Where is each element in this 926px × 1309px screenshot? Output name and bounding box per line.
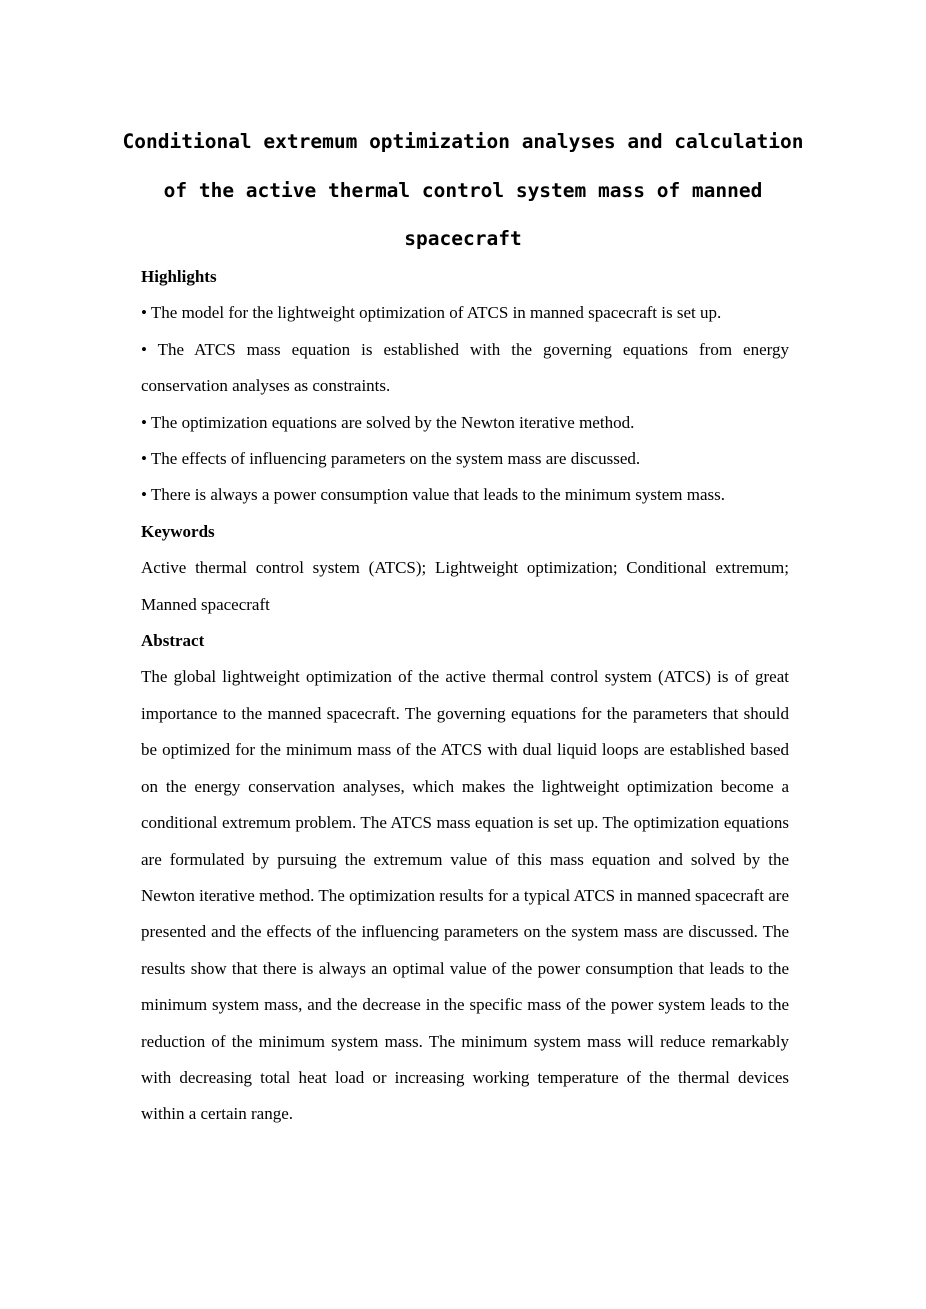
document-body	[141, 259, 789, 1133]
highlight-item: • The effects of influencing parameters on the system mass are discussed.	[141, 449, 641, 469]
abstract-heading: Abstract	[141, 631, 205, 651]
paper-title: Conditional extremum optimization analyses and calculation of the active thermal control system mass of manned spacecraft	[122, 130, 804, 250]
abstract-text: The global lightweight optimization of the active thermal control system (ATCS) is of great importance to the manned spacecraft. The governing equations for the parameters that should be optimized for the minimum mass of the ATCS with dual liquid loops are established based on the energy conservation analyses, which makes the lightweight optimization become a conditional extremum problem. The ATCS mass equation is set up. The optimization equations are formulated by pursuing the extremum value of this mass equation and solved by the Newton iterative method. The optimization results for a typical ATCS in manned spacecraft are presented and the effects of the influencing parameters on the system mass are discussed. The results show that there is always an optimal value of the power consumption that leads to the minimum system mass, and the decrease in the specific mass of the power system leads to the reduction of the minimum system mass. The minimum system mass will reduce remarkably with decreasing total heat load or increasing working temperature of the thermal devices within a certain range.	[141, 667, 789, 1124]
highlight-item: • The optimization equations are solved by the Newton iterative method.	[141, 412, 635, 432]
highlight-item: • The ATCS mass equation is established with the governing equations from energy conservation analyses as constraints.	[141, 339, 789, 396]
highlights-heading: Highlights	[141, 267, 217, 286]
highlight-item: • There is always a power consumption value that leads to the minimum system mass.	[141, 485, 726, 505]
highlights-list	[141, 295, 789, 513]
keywords-text: Active thermal control system (ATCS); Lightweight optimization; Conditional extremum; Manned spacecraft	[141, 558, 789, 614]
keywords-heading: Keywords	[141, 521, 215, 541]
highlight-item: • The model for the lightweight optimization of ATCS in manned spacecraft is set up.	[141, 303, 722, 323]
